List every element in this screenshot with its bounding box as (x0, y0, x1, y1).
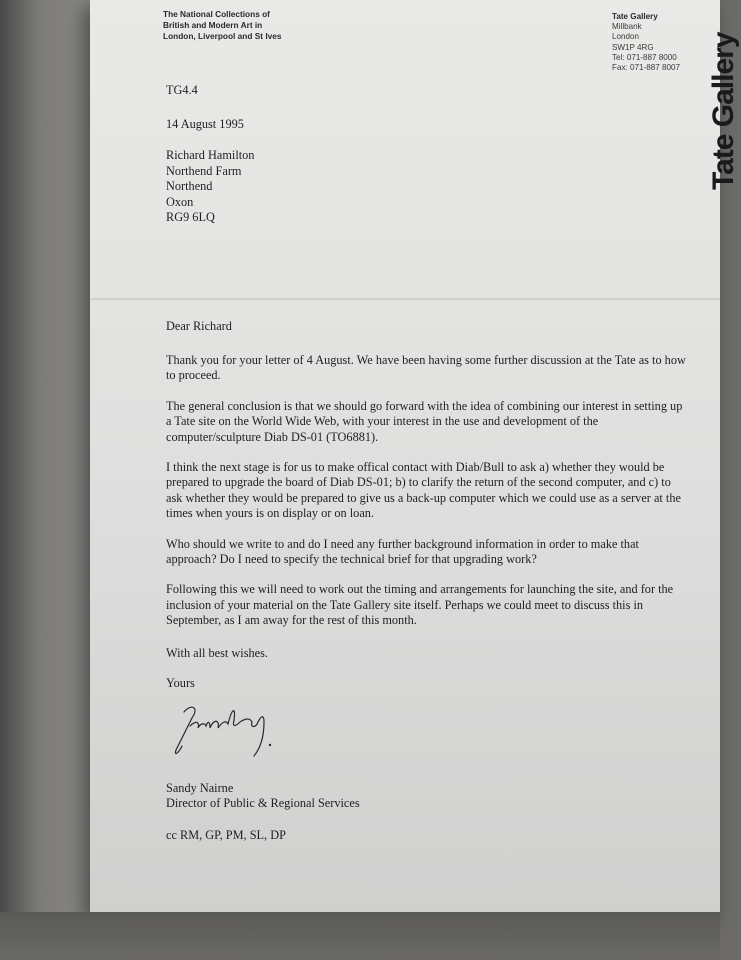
address-line: Millbank (612, 22, 642, 32)
fax: Fax: 071-887 8007 (612, 63, 680, 73)
signer-name: Sandy Nairne (166, 781, 234, 795)
paragraph: I think the next stage is for us to make offical contact with Diab/Bull to ask a) whether they would be prepared to upgrade the board of Diab DS-01; b) to clarify the return of the second computer, and c) to ask whether they would be prepared to give us a back-up computer which we could use as a server at the times when yours is on display or on loan. (166, 460, 681, 521)
paragraph: The general conclusion is that we should go forward with the idea of combining our interest in setting up a Tate site on the World Wide Web, with your interest in the use and development of the computer/sculpture Diab DS-01 (TO6881). (166, 398, 683, 444)
recipient-line: Richard Hamilton (166, 148, 255, 162)
address-line: London (612, 32, 640, 42)
salutation: Dear Richard (166, 319, 232, 333)
recipient-line: Northend Farm (166, 163, 242, 178)
logo-text: Tate Gallery (707, 32, 740, 190)
handwritten-signature (170, 698, 280, 763)
paragraph: Following this we will need to work out the timing and arrangements for launching the site, and for the inclusion of your material on the Tate Gallery site itself. Perhaps we could meet to discuss this in September, as I am away for the rest of this month. (166, 582, 674, 628)
signer-block (166, 781, 360, 812)
recipient-address (166, 148, 254, 226)
tate-logo (700, 0, 740, 190)
cc-list: cc RM, GP, PM, SL, DP (166, 828, 286, 842)
letterhead-line: London, Liverpool and St Ives (163, 31, 282, 41)
letterhead-line: British and Modern Art in (163, 20, 263, 30)
table-surface (0, 912, 720, 960)
letterhead-address (612, 12, 712, 73)
recipient-line: Northend (166, 179, 213, 194)
signer-title: Director of Public & Regional Services (166, 796, 360, 811)
letter-body (166, 353, 686, 644)
sign-off: Yours (166, 676, 195, 690)
closing: With all best wishes. (166, 646, 268, 660)
recipient-line: RG9 6LQ (166, 210, 215, 225)
letter-date: 14 August 1995 (166, 117, 244, 131)
letterhead-collections (163, 9, 343, 42)
reference-code: TG4.4 (166, 83, 198, 97)
telephone: Tel: 071-887 8000 (612, 52, 677, 62)
address-line: SW1P 4RG (612, 42, 654, 52)
org-name: Tate Gallery (612, 12, 658, 21)
letterhead-line: The National Collections of (163, 9, 270, 19)
paper-fold-line (90, 298, 720, 300)
recipient-line: Oxon (166, 194, 194, 209)
paragraph: Who should we write to and do I need any further background information in order to make that approach? Do I need to specify the technical brief for that upgrading work? (166, 536, 639, 567)
paragraph: Thank you for your letter of 4 August. We have been having some further discussion at the Tate as to how to proceed. (166, 353, 686, 383)
